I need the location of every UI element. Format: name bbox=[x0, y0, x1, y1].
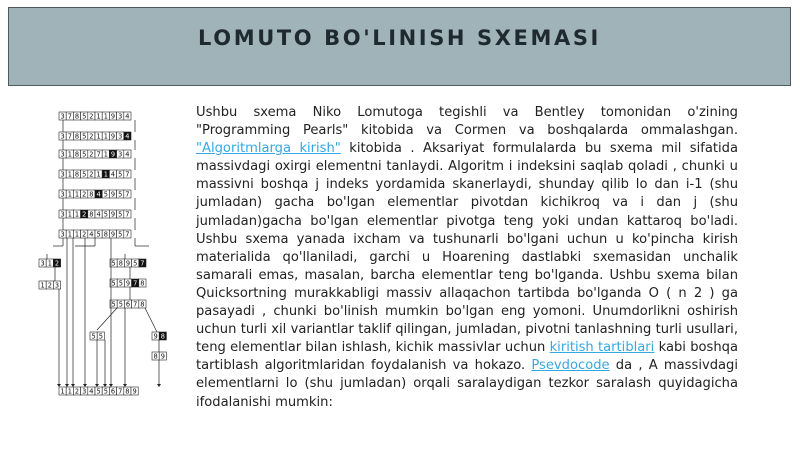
array-row-digit: 1 bbox=[74, 210, 80, 219]
array-row-digit: 3 bbox=[60, 230, 65, 239]
array-row-digit: 2 bbox=[82, 190, 87, 199]
sorted-result-digit: 2 bbox=[74, 387, 80, 396]
array-row-digit: 5 bbox=[82, 112, 87, 121]
right-group-digit: 8 bbox=[140, 300, 145, 309]
sorted-result-digit: 1 bbox=[67, 387, 72, 396]
sorted-result-digit: 5 bbox=[103, 387, 108, 396]
array-row-digit: 9 bbox=[110, 190, 116, 199]
array-row-digit: 9 bbox=[110, 112, 116, 121]
paragraph-text-1: Ushbu sxema Niko Lomutoga tegishli va Bentley tomonidan o'zining "Programming Pearls" kitobida va Cormen va boshqalarda ommalashgan. bbox=[196, 105, 738, 139]
array-row-digit: 4 bbox=[96, 190, 101, 199]
array-row-digit: 5 bbox=[82, 150, 87, 159]
array-row-digit: 5 bbox=[118, 170, 123, 179]
sorted-result-digit: 9 bbox=[132, 387, 137, 396]
slide-title: LOMUTO BO'LINISH SXEMASI bbox=[198, 26, 601, 50]
sorted-result-digit: 4 bbox=[89, 387, 94, 396]
right-group-digit: 9 bbox=[160, 352, 165, 361]
sorted-result-digit: 3 bbox=[82, 387, 87, 396]
lomuto-partition-diagram bbox=[40, 104, 165, 404]
array-row-digit: 3 bbox=[118, 132, 123, 141]
array-row-digit: 9 bbox=[110, 210, 116, 219]
link-psevdocode[interactable]: Psevdocode bbox=[531, 358, 610, 374]
array-row-digit: 1 bbox=[96, 170, 101, 179]
array-row-digit: 5 bbox=[103, 210, 108, 219]
array-row-digit: 4 bbox=[125, 132, 130, 141]
array-row-digit: 4 bbox=[125, 112, 130, 121]
array-row-digit: 1 bbox=[67, 230, 72, 239]
sorted-result-digit: 6 bbox=[110, 387, 116, 396]
arrow-head bbox=[157, 384, 161, 387]
sorted-result-digit: 8 bbox=[125, 387, 130, 396]
link-kiritish-tartiblari[interactable]: kiritish tartiblari bbox=[549, 340, 655, 356]
sorted-result-digit: 1 bbox=[60, 387, 65, 396]
array-row-digit: 8 bbox=[74, 112, 80, 121]
paragraph-text-4: da , A massivdagi elementlarni lo (shu jumladan) orqali saralaydigan tezkor saralash quyidagicha ifodalanishi mumkin: bbox=[196, 358, 738, 410]
right-group-digit: 5 bbox=[98, 332, 103, 341]
right-group-digit: 5 bbox=[133, 259, 138, 268]
right-group-digit: 8 bbox=[153, 352, 158, 361]
right-group-digit: 7 bbox=[133, 300, 138, 309]
array-row-digit: 5 bbox=[96, 230, 101, 239]
array-row-digit: 3 bbox=[60, 112, 65, 121]
array-row-digit: 1 bbox=[67, 150, 72, 159]
array-row-digit: 8 bbox=[89, 210, 94, 219]
array-row-digit: 1 bbox=[103, 112, 108, 121]
right-group-digit: 8 bbox=[160, 332, 165, 341]
right-group-digit: 9 bbox=[153, 332, 158, 341]
array-row-digit: 4 bbox=[89, 230, 94, 239]
array-row-digit: 5 bbox=[118, 210, 123, 219]
array-row-digit: 2 bbox=[89, 132, 94, 141]
array-row-digit: 1 bbox=[103, 150, 108, 159]
array-row-digit: 1 bbox=[103, 170, 108, 179]
array-row-digit: 2 bbox=[82, 230, 87, 239]
left-group-digit: 1 bbox=[47, 259, 52, 268]
array-row-digit: 1 bbox=[96, 112, 101, 121]
array-row-digit: 2 bbox=[89, 150, 94, 159]
right-group-digit: 5 bbox=[91, 332, 96, 341]
array-row-digit: 7 bbox=[125, 170, 130, 179]
array-row-digit: 1 bbox=[67, 210, 72, 219]
left-group-digit: 3 bbox=[40, 259, 45, 268]
paragraph-text-2: kitobida . Aksariyat formulalarda bu sxema mil sifatida massivdagi oxirgi elementni tanlaydi. Algoritm i indeksini saqlab qoladi , chunki u massivni boshqa j indeks yordamida skanerlaydi, shunday qilib lo dan i-1 (shu jumladan) gacha bo'lgan elementlar pivotdan kichikroq va i dan j (shu jumladan)gacha bo'lgan elementlar pivotga teng yoki undan kattaroq bo'ladi. Ushbu sxema yanada ixcham va tushunarli bo'lgani uchun u ko'pincha kirish materialida qo'llaniladi, garchi u Hoarening dastlabki sxemasidan unchalik samarali emas, masalan, barcha elementlar teng bo'lganda. Ushbu sxema bilan Quicksortning murakkabligi massiv allaqachon tartibda bo'lganda O ( n 2 ) ga pasayadi , chunki bo'linish mumkin bo'lgan eng yomoni. Unumdorlikni oshirish uchun turli xil variantlar taklif qilingan, jumladan, pivotni tanlashning turli usullari, teng elementlar bilan ishlash, kichik massivlar uchun bbox=[196, 141, 739, 356]
sorted-result-digit: 5 bbox=[96, 387, 101, 396]
array-row-digit: 4 bbox=[96, 210, 101, 219]
array-row-digit: 7 bbox=[125, 190, 130, 199]
right-group-digit: 9 bbox=[125, 259, 131, 268]
array-row-digit: 5 bbox=[82, 170, 87, 179]
array-row-digit: 5 bbox=[82, 132, 87, 141]
left-group-digit: 1 bbox=[40, 281, 45, 290]
right-group-digit: 9 bbox=[125, 279, 131, 288]
diagram-canvas bbox=[40, 104, 165, 404]
right-group-digit: 8 bbox=[118, 259, 123, 268]
array-row-digit: 2 bbox=[82, 210, 87, 219]
array-row-digit: 4 bbox=[110, 170, 116, 179]
left-group-digit: 2 bbox=[47, 281, 52, 290]
array-row-digit: 9 bbox=[110, 150, 116, 159]
right-group-digit: 5 bbox=[111, 279, 116, 288]
right-group-digit: 5 bbox=[118, 279, 123, 288]
array-row-digit: 7 bbox=[67, 132, 72, 141]
array-row-digit: 8 bbox=[103, 230, 108, 239]
right-group-digit: 6 bbox=[125, 300, 131, 309]
array-row-digit: 9 bbox=[110, 132, 116, 141]
array-row-digit: 3 bbox=[60, 150, 65, 159]
array-row-digit: 1 bbox=[67, 190, 72, 199]
array-row-digit: 5 bbox=[118, 190, 123, 199]
array-row-digit: 1 bbox=[74, 190, 80, 199]
right-group-digit: 5 bbox=[111, 259, 116, 268]
connector-line bbox=[145, 308, 157, 332]
sorted-result-digit: 7 bbox=[118, 387, 123, 396]
array-row-digit: 4 bbox=[125, 150, 130, 159]
array-row-digit: 8 bbox=[74, 170, 80, 179]
array-row-digit: 3 bbox=[118, 112, 123, 121]
array-row-digit: 8 bbox=[74, 150, 80, 159]
connector-line bbox=[97, 308, 117, 330]
right-group-digit: 5 bbox=[111, 300, 116, 309]
title-bar bbox=[8, 7, 791, 86]
array-row-digit: 9 bbox=[110, 230, 116, 239]
array-row-digit: 2 bbox=[89, 170, 94, 179]
left-group-digit: 2 bbox=[54, 259, 60, 268]
array-row-digit: 1 bbox=[103, 132, 108, 141]
array-row-digit: 3 bbox=[118, 150, 123, 159]
array-row-digit: 7 bbox=[96, 150, 101, 159]
description-paragraph bbox=[196, 104, 738, 412]
array-row-digit: 7 bbox=[67, 112, 72, 121]
array-row-digit: 8 bbox=[74, 132, 80, 141]
right-group-digit: 7 bbox=[133, 279, 138, 288]
array-row-digit: 3 bbox=[60, 132, 65, 141]
right-group-digit: 7 bbox=[140, 259, 145, 268]
array-row-digit: 2 bbox=[89, 112, 94, 121]
array-row-digit: 7 bbox=[125, 210, 130, 219]
array-row-digit: 8 bbox=[89, 190, 94, 199]
paragraph-text-3: kabi boshqa tartiblash algoritmlaridan foydalanish va hokazo. bbox=[196, 340, 738, 374]
array-row-digit: 3 bbox=[60, 190, 65, 199]
left-group-digit: 3 bbox=[54, 281, 60, 290]
array-row-digit: 5 bbox=[118, 230, 123, 239]
array-row-digit: 1 bbox=[74, 230, 80, 239]
array-row-digit: 1 bbox=[96, 132, 101, 141]
array-row-digit: 1 bbox=[67, 170, 72, 179]
array-row-digit: 3 bbox=[60, 210, 65, 219]
right-group-digit: 5 bbox=[118, 300, 123, 309]
right-group-digit: 8 bbox=[140, 279, 145, 288]
array-row-digit: 3 bbox=[60, 170, 65, 179]
link-algoritmlarga-kirish[interactable]: "Algoritmlarga kirish" bbox=[196, 141, 341, 157]
array-row-digit: 7 bbox=[125, 230, 130, 239]
array-row-digit: 5 bbox=[103, 190, 108, 199]
